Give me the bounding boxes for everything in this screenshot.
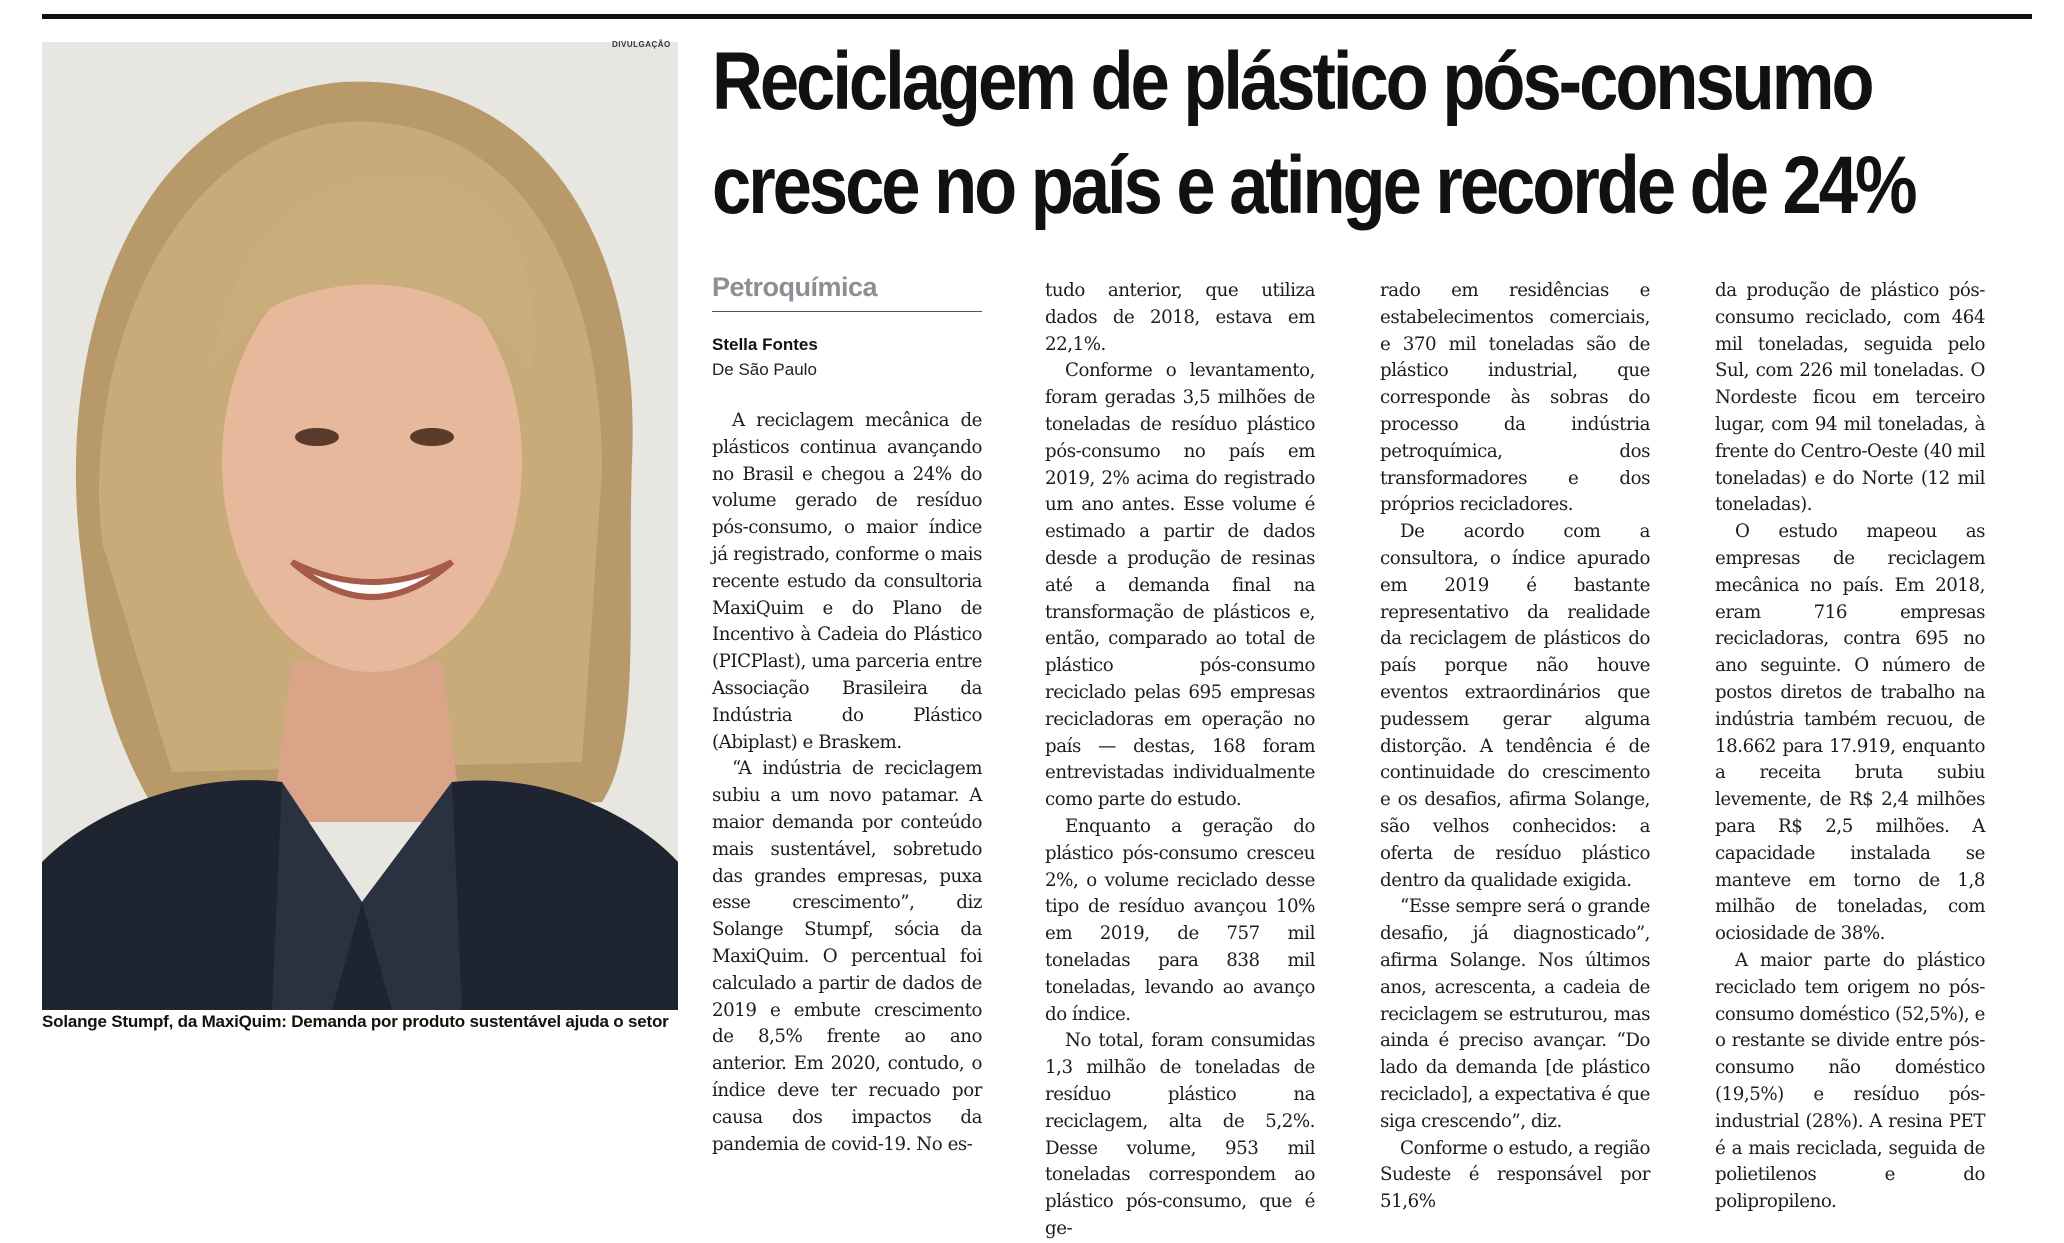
headline-line-2: cresce no país e atinge recorde de 24% bbox=[712, 140, 1915, 231]
paragraph: Conforme o levantamento, foram geradas 3,5 milhões de toneladas de resíduo plástico pós-consumo no país em 2019, 2% acima do registrado um ano antes. Esse volume é estimado a partir de dados desde a produção de resinas até a demanda final na transformação de plásticos e, então, comparado ao total de plástico pós-consumo reciclado pelas 695 empresas recicladoras em operação no país — destas, 168 foram entrevistadas individualmente como parte do estudo. bbox=[1045, 360, 1315, 811]
photo-credit: DIVULGAÇÃO bbox=[612, 40, 671, 49]
paragraph: A maior parte do plástico reciclado tem origem no pós-consumo doméstico (52,5%), e o restante se divide entre pós-consumo não doméstico (19,5%) e resíduo pós-industrial (28%). A resina PET é a mais reciclada, seguida de polietilenos e do polipropileno. bbox=[1715, 949, 1985, 1213]
text-column-2 bbox=[1045, 278, 1315, 1243]
text-column-3 bbox=[1380, 278, 1650, 1216]
paragraph: O estudo mapeou as empresas de reciclagem mecânica no país. Em 2018, eram 716 empresas recicladoras, contra 695 no ano seguinte. O número de postos diretos de trabalho na indústria também recuou, de 18.662 para 17.919, enquanto a receita bruta subiu levemente, de R$ 2,4 milhões para R$ 2,5 milhões. A capacidade instalada se manteve em torno de 1,8 milhão de toneladas, com ociosidade de 38%. bbox=[1715, 521, 1985, 945]
paragraph: rado em residências e estabelecimentos comerciais, e 370 mil toneladas são de plástico industrial, que corresponde às sobras do processo da indústria petroquímica, dos transformadores e dos próprios recicladores. bbox=[1380, 280, 1650, 516]
headline bbox=[712, 30, 1915, 238]
paragraph: A reciclagem mecânica de plásticos continua avançando no Brasil e chegou a 24% do volume gerado de resíduo pós-consumo, o maior índice já registrado, conforme o mais recente estudo da consultoria MaxiQuim e do Plano de Incentivo à Cadeia do Plástico (PICPlast), uma parceria entre Associação Brasileira da Indústria do Plástico (Abiplast) e Braskem. bbox=[712, 410, 982, 753]
paragraph: tudo anterior, que utiliza dados de 2018, estava em 22,1%. bbox=[1045, 280, 1315, 355]
text-column-1 bbox=[712, 408, 982, 1158]
paragraph: De acordo com a consultora, o índice apurado em 2019 é bastante representativo da realidade da reciclagem de plásticos do país porque não houve eventos extraordinários que pudessem gerar alguma distorção. A tendência é de continuidade do crescimento e os desafios, afirma Solange, são velhos conhecidos: a oferta de resíduo plástico dentro da qualidade exigida. bbox=[1380, 521, 1650, 891]
portrait-illustration bbox=[42, 42, 678, 1010]
paragraph: No total, foram consumidas 1,3 milhão de toneladas de resíduo plástico na reciclagem, alta de 5,2%. Desse volume, 953 mil toneladas correspondem ao plástico pós-consumo, que é ge- bbox=[1045, 1030, 1315, 1239]
byline-place: De São Paulo bbox=[712, 360, 817, 379]
paragraph: “A indústria de reciclagem subiu a um novo patamar. A maior demanda por conteúdo mais sustentável, sobretudo das grandes empresas, puxa esse crescimento”, diz Solange Stumpf, sócia da MaxiQuim. O percentual foi calculado a partir de dados de 2019 e embute crescimento de 8,5% frente ao ano anterior. Em 2020, contudo, o índice deve ter recuado por causa dos impactos da pandemia de covid-19. No es- bbox=[712, 758, 982, 1155]
photo-caption: Solange Stumpf, da MaxiQuim: Demanda por produto sustentável ajuda o setor bbox=[42, 1012, 669, 1031]
paragraph: Enquanto a geração do plástico pós-consumo cresceu 2%, o volume reciclado desse tipo de resíduo avançou 10% em 2019, de 757 mil toneladas para 838 mil toneladas, levando ao avanço do índice. bbox=[1045, 815, 1315, 1025]
headline-line-1: Reciclagem de plástico pós-consumo bbox=[712, 36, 1872, 127]
paragraph: “Esse sempre será o grande desafio, já diagnosticado”, afirma Solange. Nos últimos anos, acrescenta, a cadeia de reciclagem se estruturou, mas ainda é preciso avançar. “Do lado da demanda [de plástico reciclado], a expectativa é que siga crescendo”, diz. bbox=[1380, 896, 1650, 1132]
byline-author: Stella Fontes bbox=[712, 335, 818, 354]
section-tag: Petroquímica bbox=[712, 272, 982, 312]
paragraph: da produção de plástico pós-consumo reciclado, com 464 mil toneladas, seguida pelo Sul, com 226 mil toneladas. O Nordeste ficou em terceiro lugar, com 94 mil toneladas, à frente do Centro-Oeste (40 mil toneladas) e do Norte (12 mil toneladas). bbox=[1715, 280, 1985, 516]
paragraph: Conforme o estudo, a região Sudeste é responsável por 51,6% bbox=[1380, 1137, 1650, 1213]
top-rule bbox=[42, 14, 2032, 19]
portrait-photo bbox=[42, 42, 678, 1010]
text-column-4 bbox=[1715, 278, 1985, 1216]
